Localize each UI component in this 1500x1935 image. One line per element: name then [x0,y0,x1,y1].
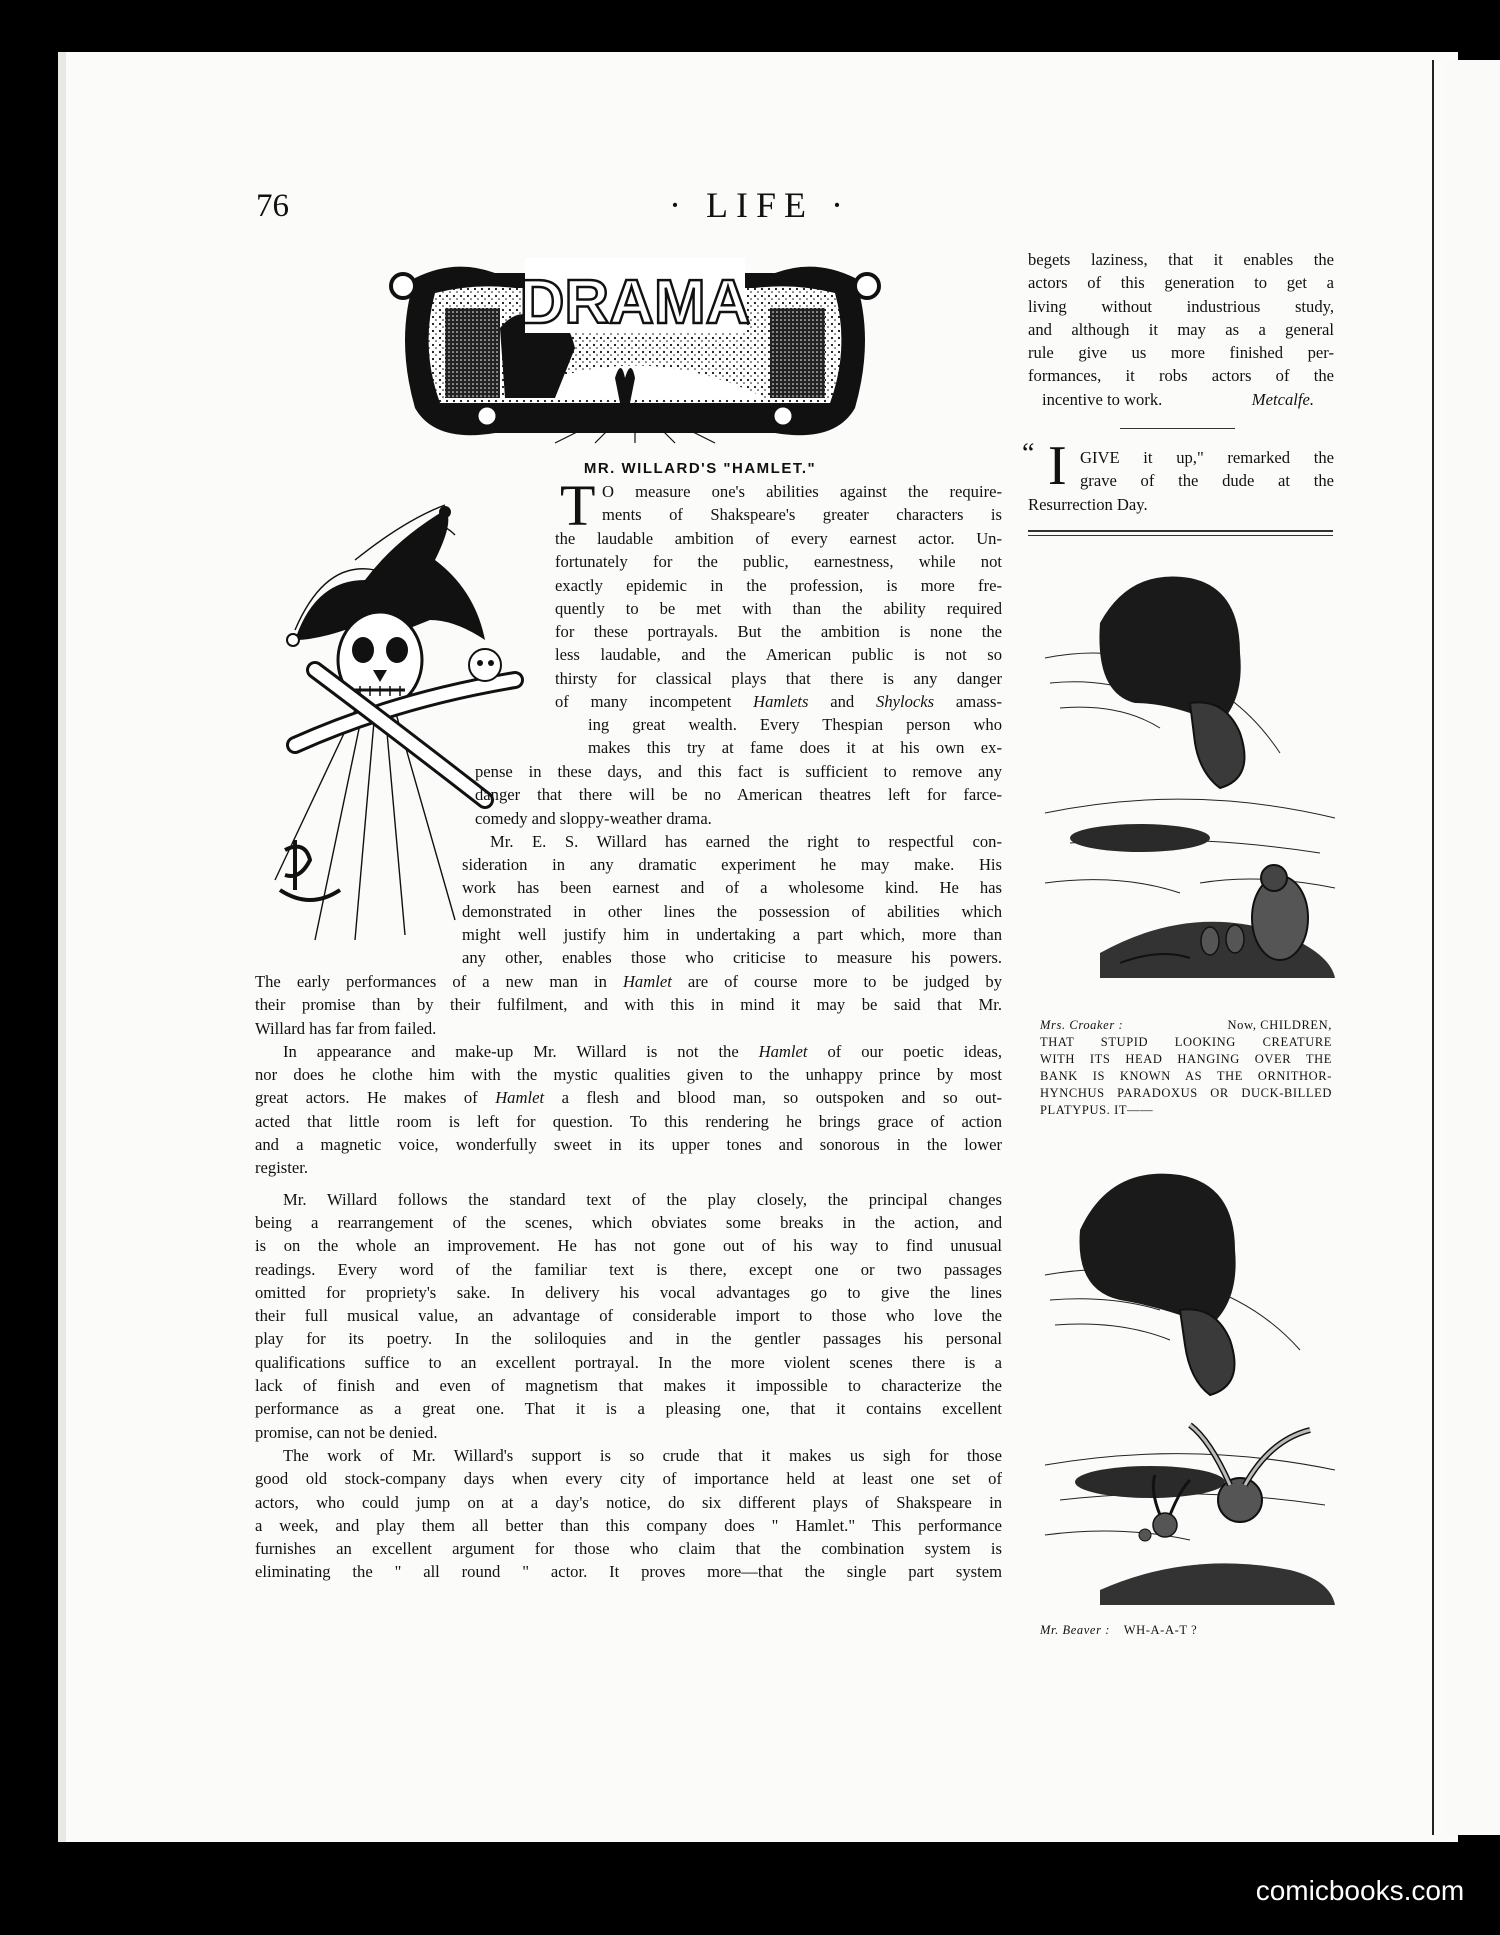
text-line: might well justify him in undertaking a part which, more than [462,924,1002,944]
text-line: good old stock-company days when every city of importance held at least one set of [255,1469,1002,1489]
italic-title: Shylocks [876,692,935,712]
text-line: danger that there will be no American theatres left for farce- [475,785,1002,805]
text-line: makes this try at fame does it at his own ex- [588,738,1002,758]
text-line: ments of Shakspeare's greater characters is [602,505,1002,525]
masthead-title: · LIFE · [669,185,851,225]
text-line: and although it may as a general [1028,319,1334,339]
drama-banner-illustration [375,238,895,448]
text-line: the laudable ambition of every earnest actor. Un- [555,529,1002,548]
text-line: acted that little room is left for question. To this rendering he brings grace of action [255,1111,1002,1131]
platypus-and-frogs-illustration-2 [1040,1140,1340,1615]
article-body-full-width [255,970,1002,1584]
caption-line: THAT STUPID LOOKING CREATURE [1040,1035,1332,1049]
caption-line: BANK IS KNOWN AS THE ORNITHOR- [1040,1069,1332,1083]
text-line: living without industrious study, [1028,296,1334,316]
text-line: begets laziness, that it enables the [1028,250,1334,269]
italic-title: Hamlet [758,1041,808,1061]
text-line: The early performances of a new man in Hamlet are of course more to be judged by [255,972,1002,991]
text-line: In appearance and make-up Mr. Willard is not the Hamlet of our poetic ideas, [283,1041,1002,1061]
quote-open-mark: “ [1022,438,1035,469]
text-line: exactly epidemic in the profession, is more fre- [555,575,1002,595]
caption-line: WITH ITS HEAD HANGING OVER THE [1040,1052,1332,1066]
text-line: register. [255,1158,308,1178]
text-line: play for its poetry. In the soliloquies and in the gentler passages his personal [255,1329,1002,1349]
text-line: pense in these days, and this fact is sufficient to remove any [475,762,1002,781]
page-gutter-line [1432,60,1434,1835]
joke-text-tail [1028,493,1334,516]
text-line: furnishes an excellent argument for those who claim that the combination system is [255,1539,1002,1559]
short-divider [1120,428,1235,429]
article-paragraph-1-tail [475,760,1002,830]
banner-title: DRAMA [519,268,751,337]
right-column-continuation [1028,248,1334,411]
text-line: qualifications suffice to an excellent portrayal. In the more violent scenes there is a [255,1352,1002,1372]
article-paragraph-2-wrap [462,853,1002,969]
page-left-edge [58,52,66,1842]
text-line: promise, can not be denied. [255,1422,438,1442]
text-line: of many incompetent Hamlets and Shylocks amass- [555,692,1002,712]
text-line: nor does he clothe him with the mystic qualities given to the unhappy prince by most [255,1065,1002,1085]
text-line: ing great wealth. Every Thespian person who [588,715,1002,734]
text-line: actors, who could jump on at a day's notice, do six different plays of Shakspeare in [255,1492,1002,1512]
drop-cap-i: I [1048,435,1067,497]
italic-title: Hamlet [495,1088,545,1108]
caption-1 [1040,1017,1332,1119]
text-line: performance as a great one. That it is a pleasing one, that it contains excellent [255,1399,1002,1419]
text-line: great actors. He makes of Hamlet a flesh and blood man, so outspoken and so out- [255,1088,1002,1108]
text-line: their promise than by their fulfilment, and with this in mind it may be said that Mr. [255,995,1002,1015]
caption-line: HYNCHUS PARADOXUS OR DUCK-BILLED [1040,1086,1332,1100]
italic-title: Hamlets [753,692,809,712]
site-watermark: comicbooks.com [1225,1860,1495,1922]
text-line: GIVE it up," remarked the [1080,448,1334,467]
text-line: readings. Every word of the familiar text is there, except one or two passages [255,1259,1002,1279]
text-line: The work of Mr. Willard's support is so crude that it makes us sigh for those [283,1445,1002,1465]
article-paragraph-1-body [555,527,1002,713]
text-line: being a rearrangement of the scenes, which obviates some breaks in the action, and [255,1212,1002,1232]
text-line: for these portrayals. But the ambition is none the [555,622,1002,642]
joke-text [1080,446,1334,493]
text-line: thirsty for classical plays that there is any danger [555,668,1002,688]
article-paragraph-1-wrap [588,713,1002,760]
author-signature: Metcalfe. [1251,389,1314,409]
text-line: grave of the dude at the [1080,471,1334,491]
text-line: fortunately for the public, earnestness, while not [555,552,1002,572]
platypus-and-frogs-illustration-1 [1040,553,1340,1003]
text-line: less laudable, and the American public is not so [555,645,1002,665]
text-line: Mr. E. S. Willard has earned the right to respectful con- [490,832,1002,851]
text-line: rule give us more finished per- [1028,343,1334,363]
text-line: their full musical value, an advantage of considerable import to those who love the [255,1306,1002,1326]
drop-cap-t: T [560,473,596,538]
italic-title: Hamlet [622,972,672,991]
text-line: incentive to work. Metcalfe. [1028,388,1334,411]
text-line: comedy and sloppy-weather drama. [475,808,712,828]
caption-line: Mrs. Croaker : Now, CHILDREN, [1040,1018,1332,1032]
caption-2 [1040,1622,1332,1639]
text-line: sideration in any dramatic experiment he may make. His [462,855,1002,874]
double-rule [1028,535,1333,536]
article-paragraph-1-lead [602,480,1002,527]
page-number: 76 [256,188,289,224]
double-rule [1028,530,1333,532]
text-line: actors of this generation to get a [1028,273,1334,293]
text-line: Mr. Willard follows the standard text of the play closely, the principal changes [283,1189,1002,1209]
text-line: omitted for propriety's sake. In delivery his vocal advantages go to give the lines [255,1282,1002,1302]
facing-page-edge [1445,60,1500,1835]
text-line: is on the whole an improvement. He has not gone out of his way to find unusual [255,1236,1002,1256]
text-line: lack of finish and even of magnetism that makes it impossible to characterize the [255,1376,1002,1396]
text-line: formances, it robs actors of the [1028,366,1334,386]
caption-line: Mr. Beaver : WH-A-A-T ? [1040,1623,1198,1637]
text-line: O measure one's abilities against the require- [602,482,1002,501]
text-line: a week, and play them all better than this company does " Hamlet." This performance [255,1515,1002,1535]
article-paragraph-2-lead [462,830,1002,853]
text-line: eliminating the " all round " actor. It proves more—that the single part system [255,1562,1002,1582]
caption-line: PLATYPUS. IT—— [1040,1103,1154,1117]
caption-speaker: Mr. Beaver : [1040,1623,1111,1637]
text-line: quently to be met with than the ability required [555,598,1002,618]
text-line: Resurrection Day. [1028,495,1148,514]
text-line: Willard has far from failed. [255,1018,437,1038]
text-line: and a magnetic voice, wonderfully sweet in its upper tones and sonorous in the lower [255,1135,1002,1155]
text-line: work has been earnest and of a wholesome kind. He has [462,878,1002,898]
text-line: demonstrated in other lines the possession of abilities which [462,901,1002,921]
text-line: any other, enables those who criticise to measure his powers. [462,948,1002,968]
caption-speaker: Mrs. Croaker : [1040,1018,1124,1032]
article-title: MR. WILLARD'S "HAMLET." [583,460,817,477]
